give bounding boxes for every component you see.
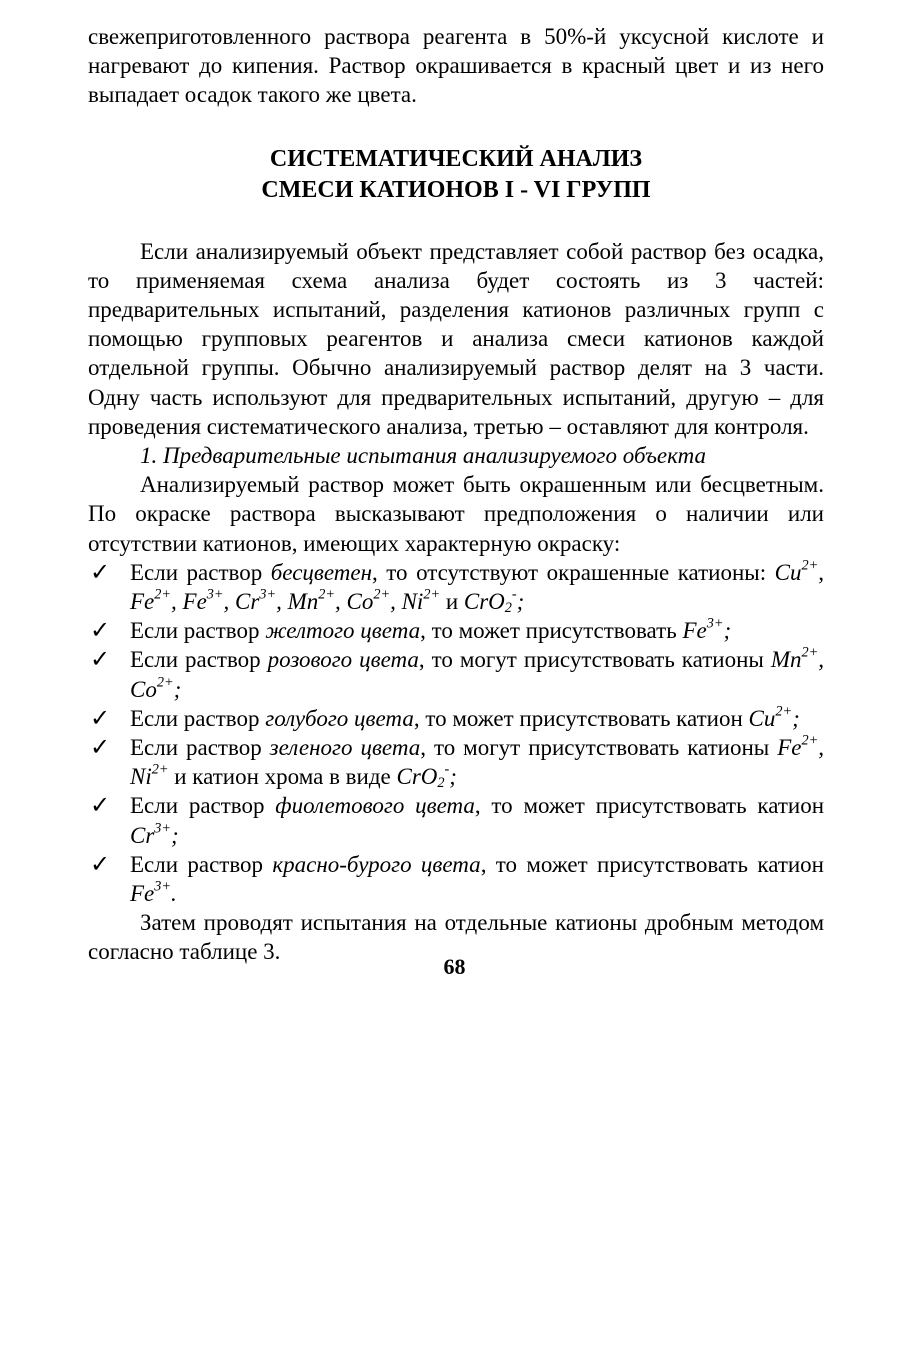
list-item xyxy=(88,616,824,645)
paragraph-conclusion: Затем проводят испытания на отдельные катионы дробным методом согласно таблице 3. xyxy=(88,910,824,965)
list-item xyxy=(88,704,824,733)
bullet-text: Если раствор xyxy=(130,735,270,761)
check-icon: ✓ xyxy=(90,703,111,732)
bullet-text: , то может присутствовать катион xyxy=(474,793,824,819)
color-bullet-list xyxy=(88,558,824,908)
section-heading xyxy=(88,144,824,206)
bullet-color: бесцветен xyxy=(270,559,373,585)
ion-formula: $Cr^{3+}$; xyxy=(130,819,179,848)
bullet-text: Если раствор xyxy=(130,618,266,644)
bullet-color: желтого цвета xyxy=(265,618,421,644)
bullet-text: Если раствор xyxy=(130,851,273,877)
ion-formula: $Cu^{2+}$, $Fe^{2+}$, $Fe^{3+}$, $Cr^{3+}$, $Mn^{2+}$, $Co^{2+}$, $Ni^{2+}$ и CrO$_2$-; xyxy=(130,557,824,616)
list-item xyxy=(88,645,824,703)
paragraph-intro-scheme: Если анализируемый объект представляет собой раствор без осадка, то применяемая схема анализа будет состоять из 3 частей: предварительных испытаний, разделения катионов различных групп с помощью групповых реагентов и анализа смеси катионов каждой отдельной группы. Обычно анализируемый раствор делят на 3 части. Одну часть используют для предварительных испытаний, другую – для проведения систематического анализа, третью – оставляют для контроля. xyxy=(88,238,824,439)
heading-line-1: СИСТЕМАТИЧЕСКИЙ АНАЛИЗ xyxy=(269,145,643,172)
list-item xyxy=(88,733,824,791)
ion-formula: $Mn^{2+}$, $Co^{2+}$; xyxy=(130,644,824,702)
bullet-color: голубого цвета xyxy=(265,705,414,731)
check-icon: ✓ xyxy=(90,557,111,586)
subheading-preliminary-tests: 1. Предварительные испытания анализируемого объекта xyxy=(140,443,706,469)
bullet-color: красно-бурого цвета xyxy=(272,851,481,877)
page-number: 68 xyxy=(443,954,466,979)
page-body xyxy=(88,22,824,967)
bullet-text: , то отсутствуют окрашенные катионы: xyxy=(372,559,775,585)
check-icon: ✓ xyxy=(90,616,111,645)
ion-formula: $Fe^{3+}$; xyxy=(682,615,732,644)
list-item xyxy=(88,791,824,849)
check-icon: ✓ xyxy=(90,733,111,762)
bullet-text: Если раствор xyxy=(130,647,268,673)
check-icon: ✓ xyxy=(90,791,111,820)
bullet-text: , то может присутствовать xyxy=(420,618,683,644)
check-icon: ✓ xyxy=(90,849,111,878)
bullet-text: , то может присутствовать катион xyxy=(413,705,749,731)
bullet-text: Если раствор xyxy=(130,793,276,819)
check-icon: ✓ xyxy=(90,645,111,674)
intro-paragraph: свежеприготовленного раствора реагента в 50%-й уксусной кислоте и нагревают до кипения. Раствор окрашивается в красный цвет и из него выпадает осадок такого же цвета. xyxy=(88,24,824,108)
bullet-color: зеленого цвета xyxy=(269,735,421,761)
ion-formula: $Fe^{2+}$, $Ni^{2+}$ и катион хрома в виде CrO$_2$-; xyxy=(130,732,824,792)
bullet-text: , то может присутствовать катион xyxy=(480,851,824,877)
list-item xyxy=(88,558,824,616)
ion-formula: $Cu^{2+}$; xyxy=(748,703,800,731)
bullet-text: , то могут присутствовать катионы xyxy=(418,647,771,673)
paragraph-coloring: Анализируемый раствор может быть окрашенным или бесцветным. По окраске раствора высказывают предположения о наличии или отсутствии катионов, имеющих характерную окраску: xyxy=(88,472,824,556)
bullet-text: , то могут присутствовать катионы xyxy=(420,735,778,761)
bullet-text: Если раствор xyxy=(130,559,271,585)
bullet-color: фиолетового цвета xyxy=(275,793,475,819)
ion-formula: $Fe^{3+}$. xyxy=(130,878,177,907)
bullet-text: Если раствор xyxy=(130,705,266,731)
bullet-color: розового цвета xyxy=(267,647,419,673)
list-item xyxy=(88,850,824,908)
heading-line-2: СМЕСИ КАТИОНОВ I - VI ГРУПП xyxy=(261,176,651,203)
